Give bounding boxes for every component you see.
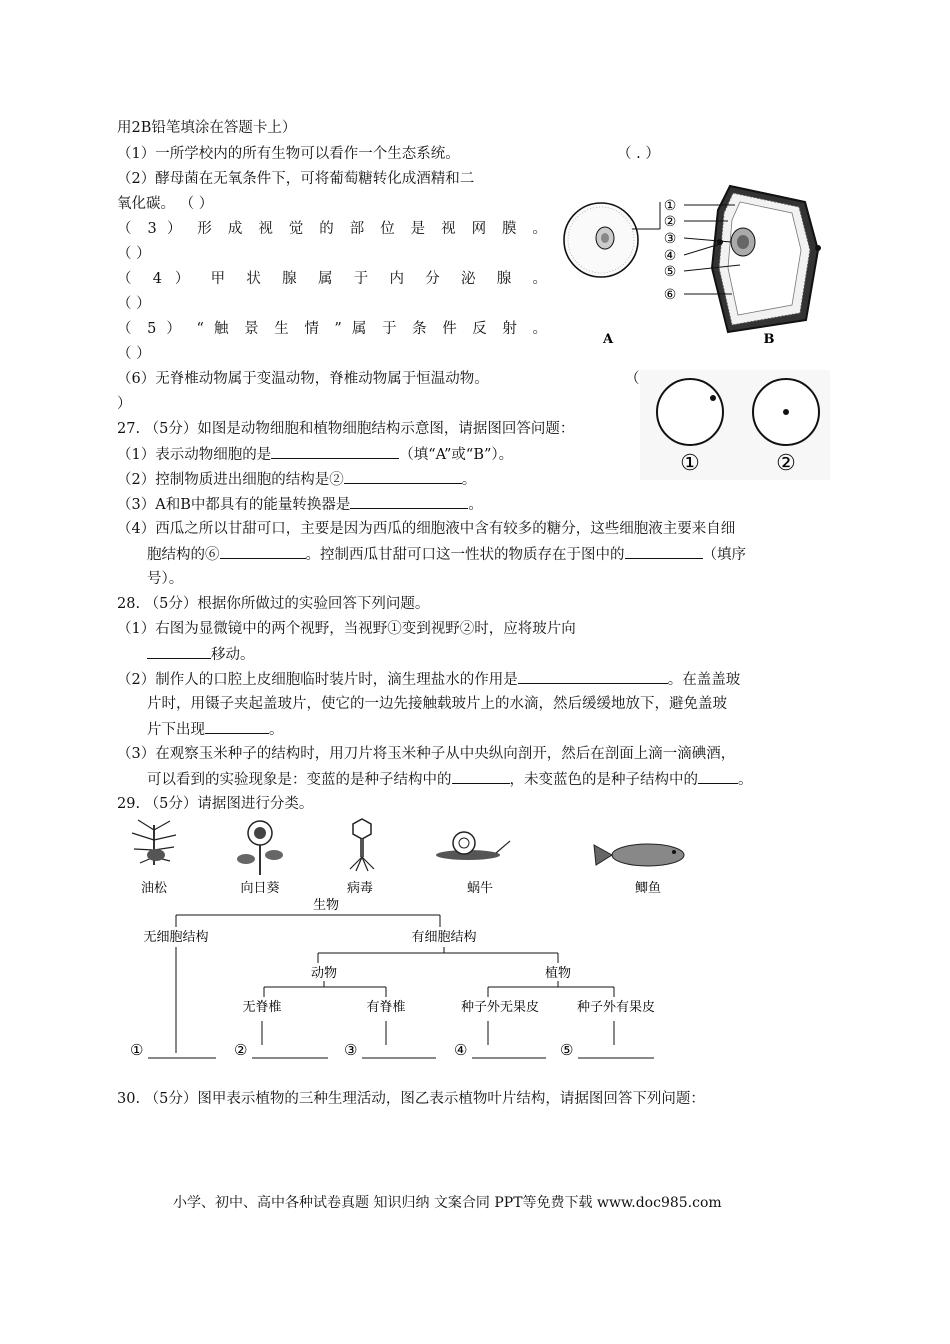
q26-answer-paren-6-close: ） [117, 396, 132, 412]
tree-no-cell: 无细胞结构 [143, 930, 209, 945]
q26-statement-6: （6）无脊椎动物属于变温动物，脊椎动物属于恒温动物。 [117, 371, 489, 387]
q26-answer-paren-1[interactable]: （ . ） [617, 146, 660, 162]
q27-p4-line1: （4）西瓜之所以甘甜可口，主要是因为西瓜的细胞液中含有较多的糖分，这些细胞液主要来自细 [117, 521, 736, 537]
microscope-view-2-label: ② [776, 451, 796, 476]
q27-p4-text-1: 胞结构的⑥ [147, 547, 220, 563]
answer-marker-1: ① [130, 1041, 144, 1059]
q27-p2-text: （2）控制物质进出细胞的结构是② [117, 472, 344, 488]
q28-p2-blank-2[interactable] [205, 719, 269, 734]
q26-intro: 用2B铅笔填涂在答题卡上） [117, 120, 297, 136]
q29-title: 29. （5分）请据图进行分类。 [117, 796, 314, 812]
q26-answer-paren-4[interactable]: （ ） [117, 296, 151, 312]
microscope-view-1 [657, 379, 723, 445]
cell-structure-figure [560, 180, 835, 350]
q27-p4-text-2: 。控制西瓜甘甜可口这一性状的物质存在于图中的 [305, 547, 625, 563]
q27-p3-text: （3）A和B中都具有的能量转换器是 [117, 497, 351, 513]
q28-p2-line2: 片时，用镊子夹起盖玻片，使它的一边先接触载玻片上的水滴，然后缓缓地放下，避免盖玻 [147, 696, 727, 712]
organism-crucian-carp: 鲫鱼 [634, 881, 662, 896]
snail-picture [436, 832, 510, 860]
tree-invertebrate: 无脊椎 [242, 1000, 282, 1015]
plant-cell-vacuole [728, 202, 801, 315]
q27-p2-text-b: 。 [461, 472, 477, 488]
q28-p1-blank[interactable] [147, 644, 211, 659]
tree-has-cell: 有细胞结构 [411, 930, 477, 945]
q27-p1-blank[interactable] [271, 444, 399, 459]
q27-p2-blank[interactable] [344, 469, 462, 484]
q26-statement-4: （ 4 ） 甲 状 腺 属 于 内 分 泌 腺 。 [117, 271, 547, 287]
q26-statement-3: （ 3 ） 形 成 视 觉 的 部 位 是 视 网 膜 。 [117, 221, 547, 237]
cell-marker-4: ④ [663, 248, 677, 264]
virus-picture [350, 819, 374, 871]
q26-answer-paren-3[interactable]: （ ） [117, 246, 151, 262]
q26-statement-5: （ 5 ） “ 触 景 生 情 ” 属 于 条 件 反 射 。 [117, 321, 547, 337]
classification-figure [118, 815, 698, 1070]
q27-p3-blank[interactable] [350, 494, 468, 509]
q28-p3-text-1: 可以看到的实验现象是：变蓝的是种子结构中的 [147, 772, 452, 788]
q27-part-1 [117, 444, 513, 465]
sunflower-picture [237, 821, 283, 875]
crucian-carp-picture [594, 844, 684, 866]
q28-p3-blank-2[interactable] [698, 769, 738, 784]
page-footer: 小学、初中、高中各种试卷真题 知识归纳 文案合同 PPT等免费下载 www.doc985.com [173, 1195, 722, 1211]
q28-p1-line2 [147, 644, 255, 665]
microscope-view-figure [640, 370, 830, 480]
q28-p2-text-c: 片下出现 [147, 722, 205, 738]
q28-title: 28. （5分）根据你所做过的实验回答下列问题。 [117, 596, 430, 612]
q27-p4-line3: 号）。 [147, 571, 184, 587]
organism-pine: 油松 [140, 881, 168, 896]
tree-root: 生物 [312, 898, 340, 913]
q28-p2-text: （2）制作人的口腔上皮细胞临时装片时，滴生理盐水的作用是 [117, 672, 518, 688]
q27-p4-blank-1[interactable] [220, 544, 306, 559]
answer-marker-5: ⑤ [560, 1041, 574, 1059]
q28-p1-text-b: 移动。 [211, 647, 255, 663]
q28-p3-line1: （3）在观察玉米种子的结构时，用刀片将玉米种子从中央纵向剖开，然后在剖面上滴一滴碘酒， [117, 746, 736, 762]
tree-gymnosperm: 种子外无果皮 [460, 1000, 540, 1015]
q28-p2-line1 [117, 669, 740, 690]
cell-marker-5: ⑤ [663, 264, 677, 280]
q28-p2-text-b: 。在盖盖玻 [667, 672, 741, 688]
cell-label-b: B [763, 332, 775, 347]
q27-p4-blank-2[interactable] [625, 544, 703, 559]
organism-snail: 蜗牛 [466, 881, 494, 896]
q26-statement-2b[interactable]: 氧化碳。 （ ） [117, 196, 214, 212]
q28-p1-line1: （1）右图为显微镜中的两个视野，当视野①变到视野②时，应将玻片向 [117, 621, 576, 637]
q27-p3-text-b: 。 [468, 497, 483, 513]
tree-animal: 动物 [310, 966, 338, 981]
q27-p1-text: （1）表示动物细胞的是 [117, 447, 272, 463]
q28-p3-text-3: 。 [738, 772, 753, 788]
q27-part-2 [117, 469, 476, 490]
q26-answer-paren-5[interactable]: （ ） [117, 346, 151, 362]
answer-marker-4: ④ [454, 1041, 468, 1059]
q26-statement-1: （1）一所学校内的所有生物可以看作一个生态系统。 [117, 146, 460, 162]
q26-answer-paren-6-open[interactable]: （ [625, 371, 640, 387]
tree-vertebrate: 有脊椎 [366, 1000, 406, 1015]
cell-marker-6: ⑥ [663, 287, 677, 303]
q27-p4-text-3: （填序 [702, 547, 746, 563]
q27-p1-text-b: （填“A”或“B”）。 [399, 447, 514, 463]
organism-virus: 病毒 [346, 881, 374, 896]
q27-p4-line2 [147, 544, 746, 565]
organism-sunflower: 向日葵 [240, 881, 280, 896]
answer-marker-3: ③ [344, 1041, 358, 1059]
q27-part-3 [117, 494, 483, 515]
q28-p3-text-2: ，未变蓝色的是种子结构中的 [509, 772, 698, 788]
q28-p3-blank-1[interactable] [452, 769, 510, 784]
q28-p2-line3 [147, 719, 284, 740]
pine-picture [132, 820, 176, 865]
q30-title: 30. （5分）图甲表示植物的三种生理活动，图乙表示植物叶片结构，请据图回答下列问题： [117, 1091, 705, 1107]
answer-marker-2: ② [234, 1041, 248, 1059]
q28-p3-line2 [147, 769, 753, 790]
cell-marker-2: ② [663, 214, 677, 230]
q28-p2-text-d: 。 [269, 722, 284, 738]
tree-angiosperm: 种子外有果皮 [576, 1000, 656, 1015]
cell-marker-3: ③ [663, 231, 677, 247]
q27-title: 27. （5分）如图是动物细胞和植物细胞结构示意图，请据图回答问题： [117, 421, 575, 437]
cell-marker-1: ① [663, 198, 677, 214]
q26-statement-2a: （2）酵母菌在无氧条件下，可将葡萄糖转化成酒精和二 [117, 171, 475, 187]
microscope-view-1-label: ① [680, 451, 700, 476]
q28-p2-blank-1[interactable] [518, 669, 668, 684]
tree-plant: 植物 [544, 966, 572, 981]
cell-label-a: A [602, 332, 614, 347]
